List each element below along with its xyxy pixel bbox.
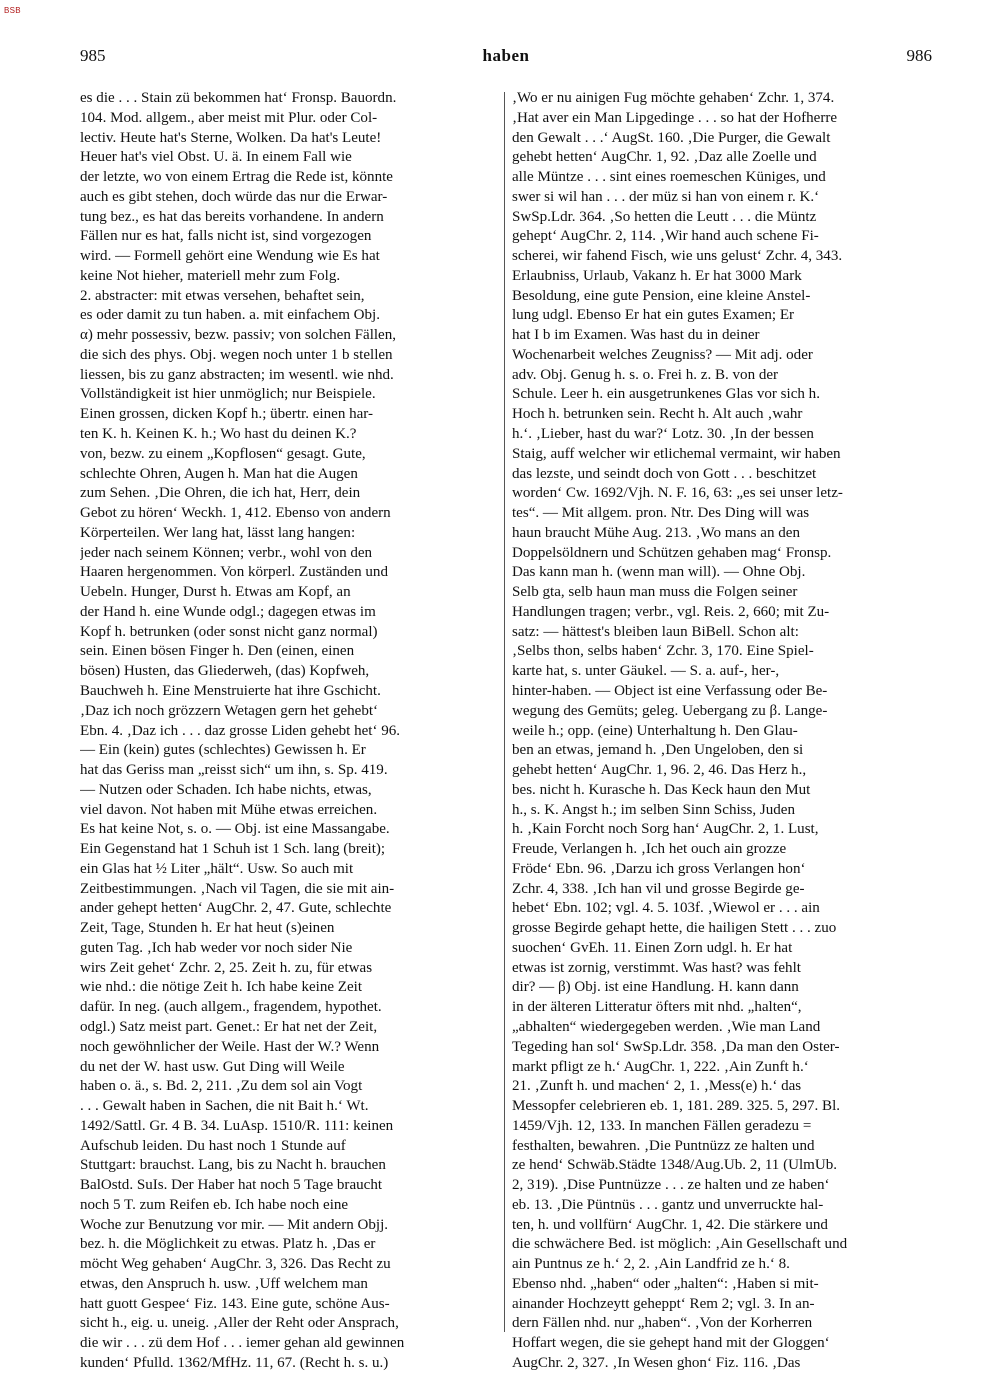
- text-line: ainander Hochzeytt geheppt‘ Rem 2; vgl. 3. In an-: [512, 1295, 815, 1312]
- text-line: es die . . . Stain zü bekommen hat‘ Fronsp. Bauordn.: [80, 90, 397, 106]
- text-line: Haaren hergenommen. Von körperl. Zuständen und: [80, 564, 388, 581]
- text-line: Handlungen tragen; verbr., vgl. Reis. 2, 660; mit Zu-: [512, 603, 830, 620]
- text-line: Heuer hat's viel Obst. U. ä. In einem Fall wie: [80, 149, 352, 166]
- text-line: die wir . . . zü dem Hof . . . iemer gehan ald gewinnen: [80, 1335, 405, 1352]
- text-line: Ebn. 4. ‚Daz ich . . . daz grosse Liden gehebt het‘ 96.: [80, 722, 401, 739]
- text-line: markt pfligt ze h.‘ AugChr. 1, 222. ‚Ain Zunft h.‘: [512, 1058, 809, 1075]
- text-line: ‚Selbs thon, selbs haben‘ Zchr. 3, 170. Eine Spiel-: [512, 643, 814, 660]
- text-line: ‚Hat aver ein Man Lipgedinge . . . so hat der Hofherre: [512, 109, 838, 126]
- text-line: Uebeln. Hunger, Durst h. Etwas am Kopf, an: [80, 584, 351, 601]
- text-line: die sich des phys. Obj. wegen noch unter 1 b stellen: [80, 346, 393, 363]
- text-line: Hoch h. betrunken sein. Recht h. Alt auch ‚wahr: [512, 406, 803, 423]
- text-line: dern Fällen nhd. nur „haben“. ‚Von der Korherren: [512, 1315, 813, 1332]
- text-line: odgl.) Satz meist part. Genet.: Er hat net der Zeit,: [80, 1018, 378, 1035]
- library-mark: BSB: [4, 6, 21, 15]
- text-line: SwSp.Ldr. 364. ‚So hetten die Leutt . . . die Müntz: [512, 208, 817, 225]
- right-text-column: [512, 89, 932, 1374]
- text-line: gehebt hetten‘ AugChr. 1, 92. ‚Daz alle Zoelle und: [512, 149, 817, 166]
- text-line: karte hat, s. unter Gäukel. — S. a. auf-, her-,: [512, 663, 780, 680]
- text-line: Hoffart wegen, die sie gehept hand mit der Gloggen‘: [512, 1335, 830, 1352]
- text-line: Messopfer celebrieren eb. 1, 181. 289. 325. 5, 297. Bl.: [512, 1098, 841, 1115]
- text-line: Zeit, Tage, Stunden h. Er hat heut (s)einen: [80, 920, 335, 937]
- text-line: ‚Wo er nu ainigen Fug möchte gehaben‘ Zchr. 1, 374.: [512, 90, 835, 106]
- text-line: Erlaubniss, Urlaub, Vakanz h. Er hat 3000 Mark: [512, 267, 802, 284]
- page-header: [80, 44, 932, 68]
- text-line: tes“. — Mit allgem. pron. Ntr. Des Ding will was: [512, 505, 810, 522]
- text-line: festhalten, bewahren. ‚Die Puntnüzz ze halten und: [512, 1137, 815, 1154]
- text-line: noch 5 T. zum Reifen eb. Ich habe noch eine: [80, 1196, 349, 1213]
- text-line: Wochenarbeit welches Zeugniss? — Mit adj. oder: [512, 346, 813, 363]
- text-line: Vollständigkeit ist hier unmöglich; nur Beispiele.: [80, 386, 376, 403]
- text-line: Es hat keine Not, s. o. — Obj. ist eine Massangabe.: [80, 821, 390, 838]
- text-line: Körperteilen. Wer lang hat, lässt lang hangen:: [80, 524, 356, 541]
- text-line: h. ‚Kain Forcht noch Sorg han‘ AugChr. 2, 1. Lust,: [512, 821, 819, 838]
- text-line: es oder damit zu tun haben. a. mit einfachem Obj.: [80, 307, 381, 324]
- text-line: Besoldung, eine gute Pension, eine kleine Anstel-: [512, 287, 811, 304]
- text-line: — Ein (kein) gutes (schlechtes) Gewissen h. Er: [80, 742, 366, 759]
- text-line: swer si wil han . . . der müz si han von einem r. K.‘: [512, 188, 820, 205]
- text-line: h., s. K. Angst h.; im selben Sinn Schiss, Juden: [512, 801, 795, 818]
- text-line: Freude, Verlangen h. ‚Ich het ouch ain grozze: [512, 841, 787, 858]
- text-line: 1492/Sattl. Gr. 4 B. 34. LuAsp. 1510/R. 111: keinen: [80, 1117, 394, 1134]
- text-line: du net der W. hast usw. Gut Ding will Weile: [80, 1058, 345, 1075]
- text-line: haben o. ä., s. Bd. 2, 211. ‚Zu dem sol ain Vogt: [80, 1078, 363, 1095]
- text-line: noch gewöhnlicher der Weile. Hast der W.? Wenn: [80, 1038, 380, 1055]
- text-line: haun braucht Mühe Aug. 213. ‚Wo mans an den: [512, 524, 800, 541]
- text-line: keine Not hieher, materiell mehr zum Folg.: [80, 267, 341, 284]
- text-line: gehebt hetten‘ AugChr. 1, 96. 2, 46. Das Herz h.,: [512, 762, 807, 779]
- text-line: h.‘. ‚Lieber, hast du war?‘ Lotz. 30. ‚In der bessen: [512, 426, 814, 443]
- text-line: ten, h. und vollfürn‘ AugChr. 1, 42. Die stärkere und: [512, 1216, 828, 1233]
- text-line: satz: — hättest's bleiben laun BiBell. Schon alt:: [512, 623, 799, 640]
- text-line: bösen) Husten, das Gliederweh, (das) Kopfweh,: [80, 663, 370, 680]
- text-line: der Hand h. eine Wunde odgl.; dagegen etwas im: [80, 603, 376, 620]
- text-line: Tegeding han sol‘ SwSp.Ldr. 358. ‚Da man den Oster-: [512, 1038, 840, 1055]
- text-line: 2. abstracter: mit etwas versehen, behaftet sein,: [80, 287, 365, 304]
- text-line: Zeitbestimmungen. ‚Nach vil Tagen, die sie mit ain-: [80, 880, 395, 897]
- text-line: in der älteren Litteratur öfters mit nhd. „halten“,: [512, 999, 802, 1016]
- text-line: etwas ist zornig, verstimmt. Was hast? was fehlt: [512, 959, 801, 976]
- text-line: sein. Einen bösen Finger h. Den (einen, einen: [80, 643, 355, 660]
- text-line: — Nutzen oder Schaden. Ich habe nichts, etwas,: [80, 781, 372, 798]
- text-line: hatt guott Gespee‘ Fiz. 143. Eine gute, schöne Aus-: [80, 1295, 390, 1312]
- text-line: ‚Daz ich noch grözzern Wetagen gern het gehebt‘: [80, 702, 379, 719]
- text-line: die schwächere Bed. ist möglich: ‚Ain Gesellschaft und: [512, 1236, 848, 1253]
- text-line: 104. Mod. allgem., aber meist mit Plur. oder Col-: [80, 109, 378, 126]
- text-line: wirs Zeit gehet‘ Zchr. 2, 25. Zeit h. zu, für etwas: [80, 959, 373, 976]
- text-line: von, bezw. zu einem „Kopflosen“ gesagt. Gute,: [80, 445, 366, 462]
- text-line: jeder nach seinem Können; verbr., wohl von den: [80, 544, 373, 561]
- text-line: Woche zur Benutzung vor mir. — Mit andern Objj.: [80, 1216, 389, 1233]
- text-line: weile h.; opp. (eine) Unterhaltung h. Den Glau-: [512, 722, 798, 739]
- text-line: adv. Obj. Genug h. s. o. Frei h. z. B. von der: [512, 366, 779, 383]
- text-line: ten K. h. Keinen K. h.; Wo hast du deinen K.?: [80, 426, 357, 443]
- text-line: 2, 319). ‚Dise Puntnüzze . . . ze halten und ze haben‘: [512, 1177, 830, 1194]
- text-line: 21. ‚Zunft h. und machen‘ 2, 1. ‚Mess(e) h.‘ das: [512, 1078, 802, 1095]
- text-line: Doppelsöldnern und Schützen gehaben mag‘ Fronsp.: [512, 544, 832, 561]
- text-line: ze hend‘ Schwäb.Städte 1348/Aug.Ub. 2, 11 (UlmUb.: [512, 1157, 837, 1174]
- text-line: der letzte, wo von einem Ertrag die Rede ist, könnte: [80, 169, 393, 186]
- text-line: Schule. Leer h. ein ausgetrunkenes Glas vor sich h.: [512, 386, 820, 403]
- text-line: α) mehr possessiv, bezw. passiv; von solchen Fällen,: [80, 327, 397, 344]
- text-line: bez. h. die Möglichkeit zu etwas. Platz h. ‚Das er: [80, 1236, 376, 1253]
- text-line: grosse Begirde gehapt hette, die hailigen Stett . . . zuo: [512, 920, 837, 937]
- text-line: wird. — Formell gehört eine Wendung wie Es hat: [80, 248, 380, 265]
- text-line: ander gehept hetten‘ AugChr. 2, 47. Gute, schlechte: [80, 900, 392, 917]
- left-text-column: [80, 89, 496, 1374]
- text-line: Einen grossen, dicken Kopf h.; übertr. einen har-: [80, 406, 374, 423]
- text-line: . . . Gewalt haben in Sachen, die nit Bait h.‘ Wt.: [80, 1098, 369, 1115]
- text-line: das lezste, und seindt doch von Gott . . . beschitzet: [512, 465, 817, 482]
- text-line: Stuttgart: brauchst. Lang, bis zu Nacht h. brauchen: [80, 1157, 386, 1174]
- text-line: Selb gta, selb haun man muss die Folgen seiner: [512, 584, 798, 601]
- text-line: Ebenso nhd. „haben“ oder „halten“: ‚Haben si mit-: [512, 1275, 819, 1292]
- text-line: Zchr. 4, 338. ‚Ich han vil und grosse Begirde ge-: [512, 880, 805, 897]
- text-line: schlechte Ohren, Augen h. Man hat die Augen: [80, 465, 358, 482]
- text-line: Das kann man h. (wenn man will). — Ohne Obj.: [512, 564, 806, 581]
- text-line: Fröde‘ Ebn. 96. ‚Darzu ich gross Verlangen hon‘: [512, 860, 806, 877]
- text-line: auch es gibt stehen, doch würde das nur die Erwar-: [80, 188, 388, 205]
- text-line: eb. 13. ‚Die Püntnüs . . . gantz und unverruckte hal-: [512, 1196, 824, 1213]
- text-line: Kopf h. betrunken (oder sonst nicht ganz normal): [80, 623, 378, 640]
- text-line: tung bez., es hat das bereits vorhandene. In andern: [80, 208, 384, 225]
- text-line: sicht h., eig. u. uneig. ‚Aller der Reht oder Ansprach,: [80, 1315, 399, 1332]
- text-line: dafür. In neg. (auch allgem., fragendem, hypothet.: [80, 999, 382, 1016]
- text-line: bes. nicht h. Kurasche h. Das Keck haun den Mut: [512, 781, 811, 798]
- text-line: den Gewalt . . .‘ AugSt. 160. ‚Die Purger, die Gewalt: [512, 129, 831, 146]
- text-line: kunden‘ Pfulld. 1362/MfHz. 11, 67. (Recht h. s. u.): [80, 1355, 389, 1371]
- text-line: Fällen nur es hat, falls nicht ist, sind vorgezogen: [80, 228, 372, 245]
- text-line: hinter-haben. — Object ist eine Verfassung oder Be-: [512, 682, 828, 699]
- text-line: BalOstd. SuIs. Der Haber hat noch 5 Tage braucht: [80, 1177, 383, 1194]
- text-line: guten Tag. ‚Ich hab weder vor noch sider Nie: [80, 939, 353, 956]
- text-line: liessen, bis zu ganz abstracten; im wesentl. wie nhd.: [80, 366, 394, 383]
- text-line: lung udgl. Ebenso Er hat ein gutes Examen; Er: [512, 307, 795, 324]
- text-line: AugChr. 2, 327. ‚In Wesen ghon‘ Fiz. 116. ‚Das: [512, 1355, 801, 1371]
- text-line: lectiv. Heute hat's Sterne, Wolken. Da hat's Leute!: [80, 129, 382, 146]
- text-line: alle Müntze . . . sint eines roemeschen Küniges, und: [512, 169, 826, 186]
- text-line: Gebot zu hören‘ Weckh. 1, 412. Ebenso von andern: [80, 505, 391, 522]
- text-line: hebet‘ Ebn. 102; vgl. 4. 5. 103f. ‚Wiewol er . . . ain: [512, 900, 820, 917]
- text-line: gehept‘ AugChr. 2, 114. ‚Wir hand auch schene Fi-: [512, 228, 819, 245]
- text-line: etwas, den Anspruch h. usw. ‚Uff welchem man: [80, 1275, 368, 1292]
- left-page-number: 985: [80, 46, 106, 65]
- text-line: wegung des Gemüts; geleg. Uebergang zu β. Lange-: [512, 702, 828, 719]
- text-line: wie nhd.: die nötige Zeit h. Ich habe keine Zeit: [80, 979, 363, 996]
- text-line: 1459/Vjh. 12, 133. In manchen Fällen geradezu =: [512, 1117, 812, 1134]
- text-line: ein Glas hat ½ Liter „hält“. Usw. So auch mit: [80, 860, 354, 877]
- text-line: ben an etwas, jemand h. ‚Den Ungeloben, den si: [512, 742, 804, 759]
- text-line: Aufschub leiden. Du hast noch 1 Stunde auf: [80, 1137, 346, 1154]
- text-line: scherei, wir fahend Fisch, wie uns gelust‘ Zchr. 4, 343.: [512, 248, 843, 265]
- text-line: Ein Gegenstand hat 1 Schuh ist 1 Sch. lang (breit);: [80, 841, 386, 858]
- text-line: „abhalten“ wiedergegeben werden. ‚Wie man Land: [512, 1018, 821, 1035]
- text-line: suochen‘ GvEh. 11. Einen Zorn udgl. h. Er hat: [512, 939, 793, 956]
- text-line: hat das Geriss man „reisst sich“ um ihn, s. Sp. 419.: [80, 762, 388, 779]
- text-line: Staig, auff welcher wir etlichemal vermaint, wir haben: [512, 445, 841, 462]
- text-line: ain Puntnus ze h.‘ 2, 2. ‚Ain Landfrid ze h.‘ 8.: [512, 1256, 790, 1273]
- column-divider: [504, 92, 505, 1332]
- running-headword: haben: [482, 46, 530, 65]
- text-line: viel davon. Not haben mit Mühe etwas erreichen.: [80, 801, 378, 818]
- text-line: dir? — β) Obj. ist eine Handlung. H. kann dann: [512, 979, 799, 996]
- text-line: Bauchweh h. Eine Menstruierte hat ihre Gschicht.: [80, 682, 381, 699]
- text-line: zum Sehen. ‚Die Ohren, die ich hat, Herr, dein: [80, 485, 361, 502]
- text-line: hat I b im Examen. Was hast du in deiner: [512, 327, 760, 344]
- text-line: worden‘ Cw. 1692/Vjh. N. F. 16, 63: „es sei unser letz-: [512, 485, 843, 502]
- right-page-number: 986: [906, 46, 932, 65]
- text-line: möcht Weg gehaben‘ AugChr. 3, 326. Das Recht zu: [80, 1256, 391, 1273]
